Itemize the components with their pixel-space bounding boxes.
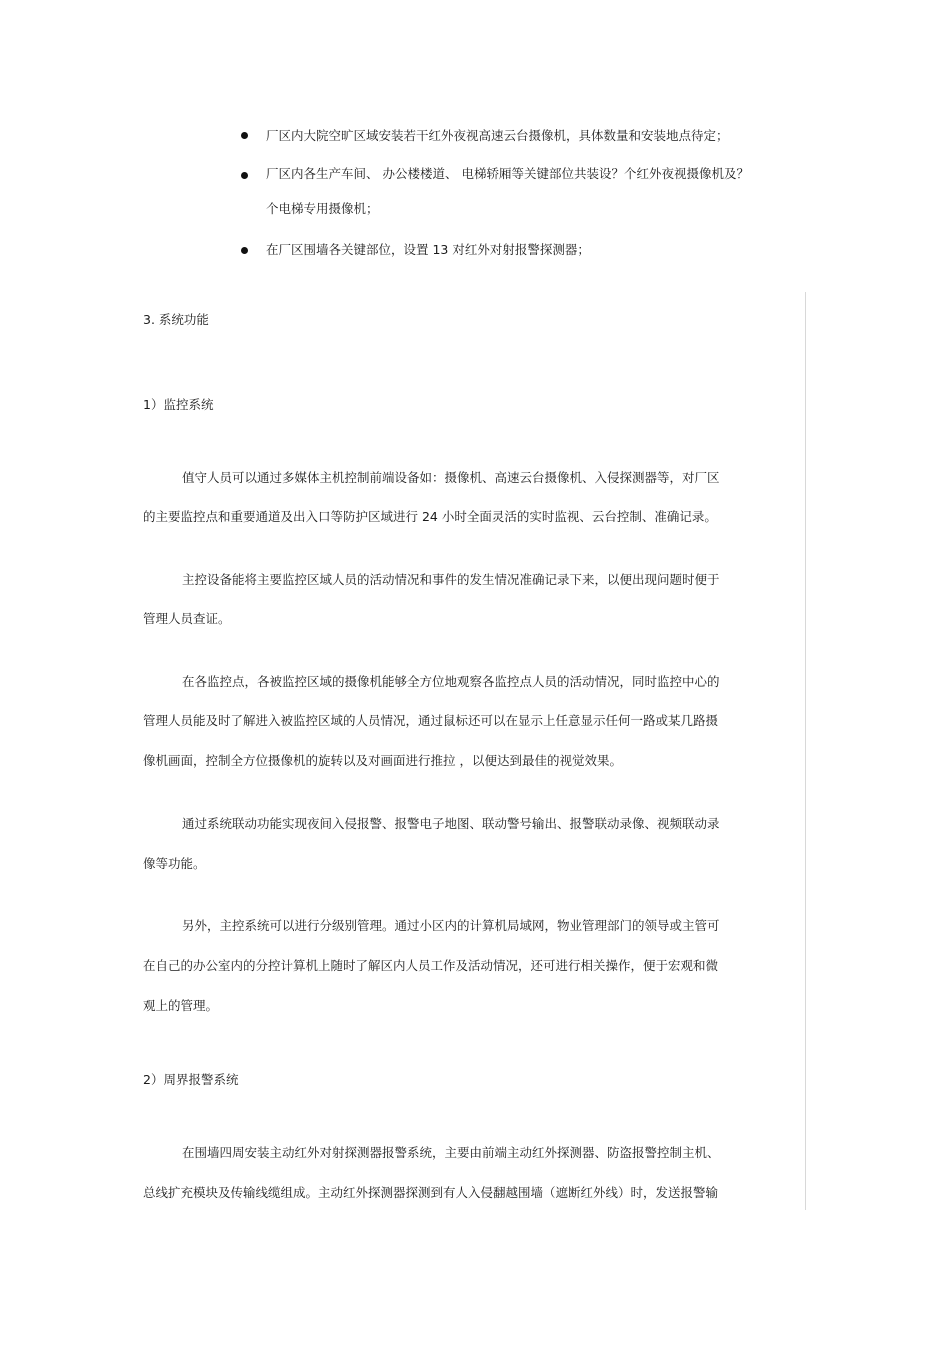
paragraph-line: 的主要监控点和重要通道及出入口等防护区域进行 24 小时全面灵活的实时监视、云台控制、准确记录。 xyxy=(143,509,717,524)
paragraph-line: 另外，主控系统可以进行分级别管理。通过小区内的计算机局域网，物业管理部门的领导或主管可 xyxy=(182,918,720,933)
bullet-item-1: 厂区内大院空旷区域安装若干红外夜视高速云台摄像机，具体数量和安装地点待定； xyxy=(266,128,729,143)
bullet-item-2-continued: 个电梯专用摄像机； xyxy=(266,201,379,216)
subsection-heading-monitoring: 1）监控系统 xyxy=(143,397,214,412)
paragraph-line: 主控设备能将主要监控区域人员的活动情况和事件的发生情况准确记录下来，以便出现问题时便于 xyxy=(182,572,720,587)
paragraph-line: 通过系统联动功能实现夜间入侵报警、报警电子地图、联动警号输出、报警联动录像、视频联动录 xyxy=(182,816,720,831)
bullet-dot xyxy=(241,247,248,254)
paragraph-line: 像等功能。 xyxy=(143,856,206,871)
paragraph-line: 管理人员能及时了解进入被监控区域的人员情况，通过鼠标还可以在显示上任意显示任何一路或某几路摄 xyxy=(143,713,719,728)
paragraph-line: 值守人员可以通过多媒体主机控制前端设备如：摄像机、高速云台摄像机、入侵探测器等，对厂区 xyxy=(182,470,720,485)
bullet-item-3: 在厂区围墙各关键部位，设置 13 对红外对射报警探测器； xyxy=(266,242,590,257)
bullet-item-2: 厂区内各生产车间、 办公楼楼道、 电梯轿厢等关键部位共装设？个红外夜视摄像机及？ xyxy=(266,166,749,181)
paragraph-line: 观上的管理。 xyxy=(143,998,219,1013)
paragraph-line: 在各监控点，各被监控区域的摄像机能够全方位地观察各监控点人员的活动情况，同时监控中心的 xyxy=(182,674,720,689)
paragraph-line: 在自己的办公室内的分控计算机上随时了解区内人员工作及活动情况，还可进行相关操作，便于宏观和微 xyxy=(143,958,719,973)
section-heading: 3. 系统功能 xyxy=(143,312,209,327)
paragraph-line: 管理人员查证。 xyxy=(143,611,231,626)
subsection-heading-perimeter: 2）周界报警系统 xyxy=(143,1072,239,1087)
paragraph-line: 像机画面，控制全方位摄像机的旋转以及对画面进行推拉 ，以便达到最佳的视觉效果。 xyxy=(143,753,622,768)
paragraph-line: 总线扩充模块及传输线缆组成。主动红外探测器探测到有人入侵翻越围墙（遮断红外线）时，发送报警输 xyxy=(143,1185,719,1200)
paragraph-line: 在围墙四周安装主动红外对射探测器报警系统，主要由前端主动红外探测器、防盗报警控制主机、 xyxy=(182,1145,720,1160)
bullet-dot xyxy=(241,172,248,179)
bullet-dot xyxy=(241,132,248,139)
page-border-line xyxy=(805,292,806,1210)
